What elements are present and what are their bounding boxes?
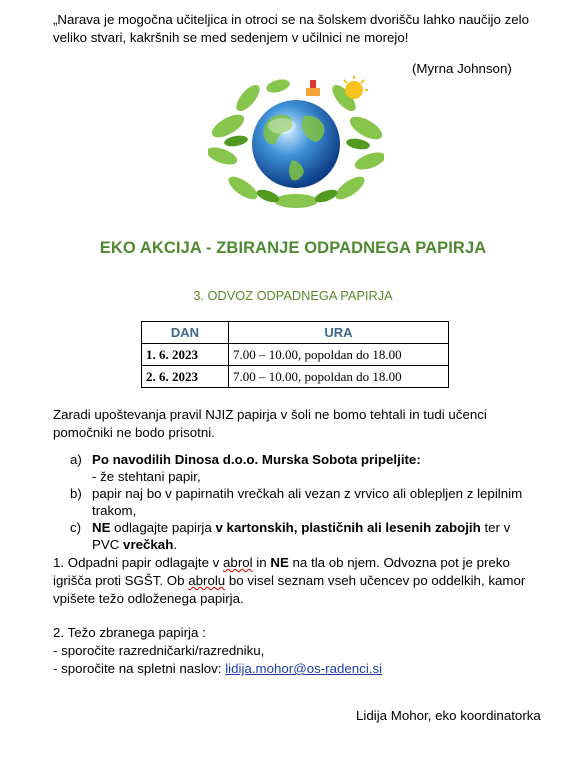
page-title: EKO AKCIJA - ZBIRANJE ODPADNEGA PAPIRJA [99, 239, 487, 257]
list-item-text: v kartonskih, plastičnih ali lesenih zabojih [215, 520, 481, 535]
email-link[interactable]: lidija.mohor@os-radenci.si [225, 661, 383, 676]
list-item-label: b) [70, 486, 82, 501]
section-subtitle: 3. ODVOZ ODPADNEGA PAPIRJA [193, 288, 393, 303]
list-item-text: Po navodilih Dinosa d.o.o. Murska Sobota pripeljite: [92, 452, 421, 467]
list-item-text: - že stehtani papir, [92, 469, 201, 484]
quote-text: „Narava je mogočna učiteljica in otroci se na šolskem dvorišču lahko naučijo zelo veliko stvari, kakršnih se med sedenjem v učilnici ne morejo! [53, 12, 529, 45]
list-item [70, 451, 540, 485]
list-item-text: . [173, 537, 178, 552]
point-1-text: abrol [223, 555, 253, 570]
point-2-line [53, 660, 533, 678]
table-cell-day: 2. 6. 2023 [142, 366, 229, 388]
table-cell-day: 1. 6. 2023 [142, 344, 229, 366]
eco-globe-with-leaves-icon [208, 76, 384, 210]
schedule-table [141, 321, 449, 388]
point-1-text: 1. Odpadni papir odlagajte v [53, 555, 224, 570]
instructions-list [70, 451, 540, 553]
list-item-label: a) [70, 452, 82, 467]
list-item-text: ter v PVC [92, 520, 511, 552]
point-1-text: NE [270, 555, 289, 570]
point-1-paragraph [53, 554, 533, 608]
point-2-text: - sporočite na spletni naslov: [53, 661, 226, 676]
point-1-text: bo visel seznam vseh učencev po oddelkih, kamor vpišete težo odloženega papirja. [53, 573, 526, 606]
table-cell-time: 7.00 – 10.00, popoldan do 18.00 [229, 344, 449, 366]
list-item-text: NE [92, 520, 111, 535]
table-cell-time: 7.00 – 10.00, popoldan do 18.00 [229, 366, 449, 388]
list-item [70, 519, 540, 553]
list-item [70, 485, 540, 519]
table-row [142, 366, 449, 388]
list-item-label: c) [70, 520, 82, 535]
point-2-line: - sporočite razredničarki/razredniku, [53, 643, 265, 658]
list-item-text: vrečkah [123, 537, 174, 552]
point-2-block [53, 624, 533, 678]
quote-author: (Myrna Johnson) [412, 61, 512, 76]
table-row [142, 344, 449, 366]
table-header-time: URA [229, 322, 449, 344]
list-item-text: odlagajte papirja [110, 520, 216, 535]
intro-paragraph: Zaradi upoštevanja pravil NJIZ papirja v šoli ne bomo tehtali in tudi učenci pomočniki ne bodo prisotni. [53, 407, 487, 440]
table-header-day: DAN [142, 322, 229, 344]
list-item-text: papir naj bo v papirnatih vrečkah ali vezan z vrvico ali oblepljen z lepilnim trakom, [92, 486, 523, 518]
signature: Lidija Mohor, eko koordinatorka [356, 708, 541, 723]
point-1-text: in [252, 555, 271, 570]
point-1-text: na tla ob njem. Odvozna pot je preko igrišča proti SGŠT. Ob [53, 555, 510, 588]
point-1-text: abrolu [188, 573, 226, 588]
point-2-line: 2. Težo zbranega papirja : [53, 625, 206, 640]
